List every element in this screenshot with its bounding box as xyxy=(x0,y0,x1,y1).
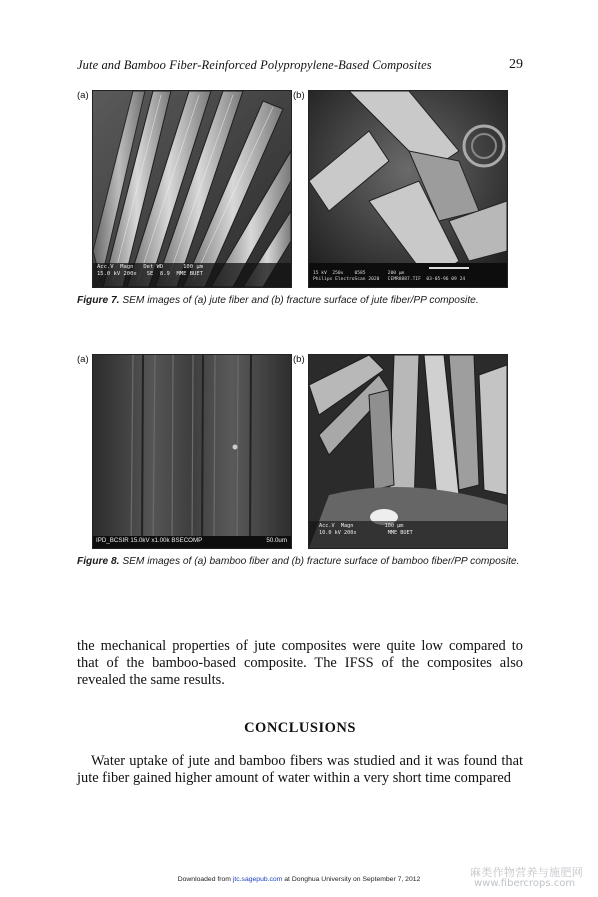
fig8-bamboo-pp-fracture-sem-image xyxy=(308,354,508,549)
page-number: 29 xyxy=(509,57,523,72)
fig7a-sem-graphic xyxy=(93,91,291,287)
footer-prefix: Downloaded from xyxy=(177,876,233,883)
running-title: Jute and Bamboo Fiber-Reinforced Polypropylene-Based Composites xyxy=(77,58,432,72)
fig7-panel-b-label: (b) xyxy=(293,90,305,101)
fig7-jute-fiber-sem-image xyxy=(92,90,292,288)
fig7b-sem-graphic xyxy=(309,91,507,287)
fig8a-sem-graphic xyxy=(93,355,291,548)
fig7-panel-a-label: (a) xyxy=(77,90,89,101)
fig7b-scale-bar-text: 15 kV 250x 0585 200 µm Philips ElectroScan 2020 CEMR8887.TIF 03-05-96 09 24 xyxy=(313,271,466,282)
body-paragraph-2: Water uptake of jute and bamboo fibers was studied and it was found that jute fiber gained higher amount of water within a very short time compared xyxy=(77,753,523,786)
fig7a-scale-bar-text: Acc.V Magn Det WD 100 µm 15.0 kV 200x SE 8.9 MME BUET xyxy=(97,264,203,277)
figure7-caption xyxy=(77,295,527,308)
footer-suffix: at Donghua University on September 7, 2012 xyxy=(282,876,421,883)
fig8b-scale-bar-text: Acc.V Magn 100 µm 10.0 kV 200x MME BUET xyxy=(319,523,413,536)
fig7-jute-pp-fracture-sem-image xyxy=(308,90,508,288)
figure8-caption xyxy=(77,556,527,569)
fig8-panel-a-label: (a) xyxy=(77,354,89,365)
watermark-line-2: www.fibercrops.com xyxy=(474,878,576,889)
footer-link[interactable]: jtc.sagepub.com xyxy=(232,876,283,883)
figure7-caption-text: SEM images of (a) jute fiber and (b) fracture surface of jute fiber/PP composite. xyxy=(122,295,479,306)
fig8a-scale-bar-right: 50.0um xyxy=(266,537,287,544)
figure8-caption-label: Figure 8. xyxy=(77,556,120,567)
fig8-panel-b-label: (b) xyxy=(293,354,305,365)
figure7-caption-label: Figure 7. xyxy=(77,295,120,306)
section-heading-conclusions: CONCLUSIONS xyxy=(244,720,356,736)
body-paragraph-1: the mechanical properties of jute composites were quite low compared to that of the bamboo-based composite. The IFSS of the composites also revealed the same results. xyxy=(77,638,523,688)
figure8-caption-text: SEM images of (a) bamboo fiber and (b) fracture surface of bamboo fiber/PP composite. xyxy=(122,556,520,567)
watermark-line-1: 麻类作物营养与施肥网 xyxy=(470,866,583,879)
fig8b-sem-graphic xyxy=(309,355,507,548)
fig8a-scale-bar-left: IPD_BCSIR 15.0kV x1.00k BSECOMP xyxy=(96,537,203,544)
fig8-bamboo-fiber-sem-image xyxy=(92,354,292,549)
